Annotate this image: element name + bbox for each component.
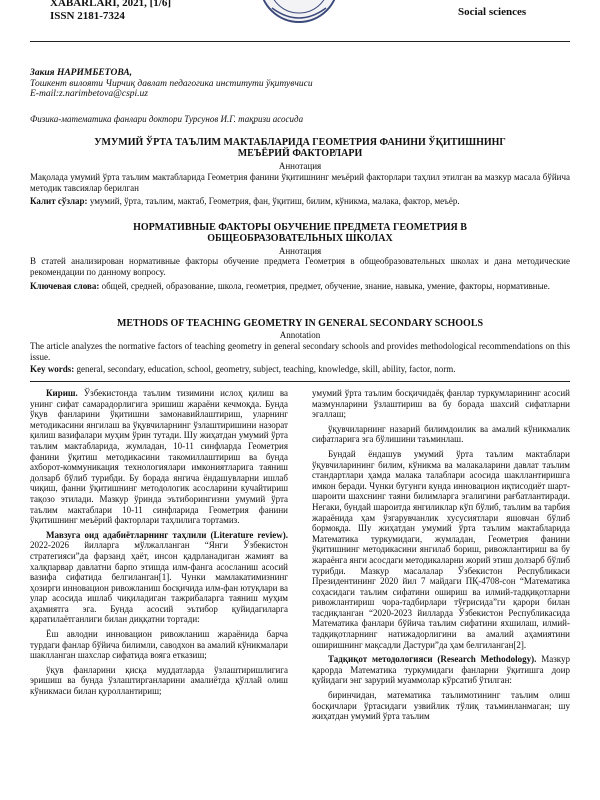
header-divider: [30, 41, 570, 42]
intro-heading: Кириш.: [46, 388, 78, 398]
methodology-paragraph: Тадқиқот методологияси (Research Methodology). Мазкур қарорда Математика туркумидаги фанларни ўқитишга доир қуйидаги энг зарурий муаммолар кўрсатиб ўтилган:: [312, 654, 570, 686]
methodology-heading: Тадқиқот методологияси (Research Methodology).: [328, 654, 537, 665]
body-paragraph: Бундай ёндашув умумий ўрта таълим мактаблари ўқувчиларининг билим, кўникма ва малакаларини давлат таълим стандартлари ҳамда малака талаблари асосида шакллантиришга имкон беради. Чунки бугунги кунда инновацион иқтисодиёт шарт-шароити шахснинг таяни билимларга эгалигини рағбатлантиради. Негаки, бундай шароитда янгиликлар кўп бўлиб, таълим ва тарбия жараёнида ҳам ўзгарувчанлик хусусиятлари яшовчан бўлиб бормоқда. Шу жиҳатдан умумий ўрта таълим мактабларида Математика туркумидаги, жумладан, Геометрия фанини ўқитишнинг методикасини янгилаб бориш, ривожлантириш ва бу жараёнга янги асосдаги методикаларни жорий этиш долзарб бўлиб турибди. Мазкур масалалар Ўзбекистон Республикаси Президентининг 2020 йил 7 майдаги ПҚ-4708-сон “Математика соҳасидаги таълим сифатини ошириш ва илмий-тадқиқотларни ривожлантириш чора-тадбирлари тўғрисида”ги қарори билан тасдиқланган “2020-2023 йилларда Ўзбекистон Республикасида Математика фанлари бўйича таълим сифатини яхшилаш, илмий-тадқиқотларнинг натижадорлигини ва амалий аҳамиятини оширишнинг мақсадли Дастури”да ҳам белгиланган[2].: [312, 448, 570, 650]
uz-keywords-label: Калит сўзлар:: [30, 196, 88, 206]
intro-paragraph: Кириш. Ўзбекистонда таълим тизимини ислоҳ қилиш ва унинг сифат самарадорлигига эришиш жараёни кечмоқда. Бунда ўқув фанларини ўқитишни замонавийлаштириш, уларнинг методикасини янгилаш ва ўқувчиларнинг ўзлаштиришини назорат қилиш вазифалари муҳим ўрин тутади. Шу жиҳатдан умумий ўрта таълим мактабларида, жумладан, 10-11 синфларда Геометрия фанини ўқитиш методикасини такомиллаштириш ва бунда ахборот-коммуникация технологиялари имкониятларига таяниш долзарб бўлиб турибди. Бу борада янгича ёндашувларни ишлаб чиқиш, фанни ўқитишнинг методологик асосларини кучайтириш тақозо этилади. Мазкур ўринда эътиборингизни умумий ўрта таълим мактаблари 10-11 синфларида Геометрия фанини ўқитишнинг меъёрий факторлари таҳлилига тортамиз.: [30, 388, 288, 526]
ru-annotation-label: Аннотация: [278, 246, 322, 256]
literature-review-paragraph: Мавзуга оид адабиётларнинг таҳлили (Literature review). 2022-2026 йилларга мўлжалланган “Янги Ўзбекистон стратегияси”да фарзанд ҳаёт, инсон қадрланадиган жамият ва халқпарвар давлатни барпо этишда илм-фанга асосланиш асосий вазифа сифатида белгиланган[1]. Чунки мамлакатимизнинг ҳозирги инновацион ривожланиш босқичида илм-фан ютуқлари ва улар асосида ишлаб чиқиладиган тажрибаларга таяниш муҳим аҳамиятга эга. Бунда асосий эътибор қуйидагиларга қаратилаётганлиги билан диққатни тортади:: [30, 529, 288, 625]
en-abstract: The article analyzes the normative factors of teaching geometry in general secondary schools and provides methodological recommendations on this issue.: [30, 341, 570, 362]
abstract-divider: [30, 381, 570, 382]
reviewer-note: Физика-математика фанлари доктори Турсунов И.Г. тақризи асосида: [30, 114, 304, 124]
en-keywords: [30, 364, 570, 375]
university-seal-icon: [258, 0, 340, 24]
journal-header: [50, 0, 171, 23]
author-block: [30, 68, 313, 100]
body-column-right: [312, 388, 570, 726]
author-email: E-mail:z.narimbetova@cspi.uz: [30, 89, 148, 99]
author-affiliation: Тошкент вилояти Чирчиқ давлат педагогика институти ўқитувчиси: [30, 78, 313, 89]
author-name: Закия НАРИМБЕТОВА,: [30, 68, 133, 78]
en-keywords-text: general, secondary, education, school, geometry, subject, teaching, knowledge, skill, ability, factor, norm.: [74, 364, 456, 374]
ru-keywords-text: общей, средней, образование, школа, геометрия, предмет, обучение, знание, навыка, умение, факторы, нормативные.: [99, 281, 550, 291]
uz-title: УМУМИЙ ЎРТА ТАЪЛИМ МАКТАБЛАРИДА ГЕОМЕТРИЯ ФАНИНИ ЎҚИТИШНИНГ МЕЪЁРИЙ ФАКТОРЛАРИ: [94, 137, 506, 159]
list-item: Ёш авлодни инновацион ривожланиш жараёнида барча турдаги фанлар бўйича билимли, саводхон ва амалий кўникмалари шаклланган шахслар сифатида вояга етказиш;: [30, 629, 288, 661]
ru-abstract: В статей анализирован нормативные факторы обучение предмета Геометрия в общеобразовательных школах и дана методические рекомендации по данному вопросу.: [30, 256, 570, 277]
ru-keywords-label: Ключевая слова:: [30, 281, 100, 291]
en-keywords-label: Key words:: [30, 364, 75, 374]
journal-volume-line: XABARLARI, 2021, [1/6]: [50, 0, 171, 9]
en-annotation-label: Annotation: [279, 330, 321, 340]
ru-title: НОРМАТИВНЫЕ ФАКТОРЫ ОБУЧЕНИЕ ПРЕДМЕТА ГЕОМЕТРИЯ В ОБЩЕОБРАЗОВАТЕЛЬНЫХ ШКОЛАХ: [133, 222, 467, 244]
list-item: ўқувчиларнинг назарий билимдоилик ва амалий кўникмалик сифатларига эга бўлишини таъминлаш.: [312, 423, 570, 445]
uz-annotation-label: Аннотация: [278, 161, 322, 171]
list-item: умумий ўрта таълим босқичидаёқ фанлар турқумларининг асосий мазмунларини ўзлаштириш ва бу борада шахсий сифатларни эгаллаш;: [312, 388, 570, 420]
literature-review-heading: Мавзуга оид адабиётларнинг таҳлили (Literature review).: [46, 529, 288, 540]
uz-keywords-text: умумий, ўрта, таълим, мактаб, Геометрия, фан, ўқитиш, билим, кўникма, малака, фактор, меъёр.: [87, 196, 460, 206]
uz-keywords: [30, 196, 570, 207]
uz-abstract: Мақолада умумий ўрта таълим мактабларида Геометрия фанини ўқитишнинг меъёрий факторлари таҳлил этилган ва мазкур масала бўйича методик тавсиялар берилган: [30, 172, 570, 193]
body-column-left: [30, 388, 288, 701]
issn-line: ISSN 2181-7324: [50, 10, 125, 22]
ru-keywords: [30, 281, 570, 292]
list-item: биринчидан, математика таълимотининг таълим олиш босқичлари ўртасидаги узвийлик тўлиқ таъминланмаган; шу жиҳатдан умумий ўрта таълим: [312, 690, 570, 722]
list-item: ўқув фанларини қисқа муддатларда ўзлаштиришлигига эришиш ва бунда ўзлаштирганларини амалиётда қўллай олиш кўникмаси билан қуроллантириш;: [30, 664, 288, 697]
en-title: METHODS OF TEACHING GEOMETRY IN GENERAL SECONDARY SCHOOLS: [116, 318, 484, 329]
section-label: Social sciences: [458, 6, 527, 18]
